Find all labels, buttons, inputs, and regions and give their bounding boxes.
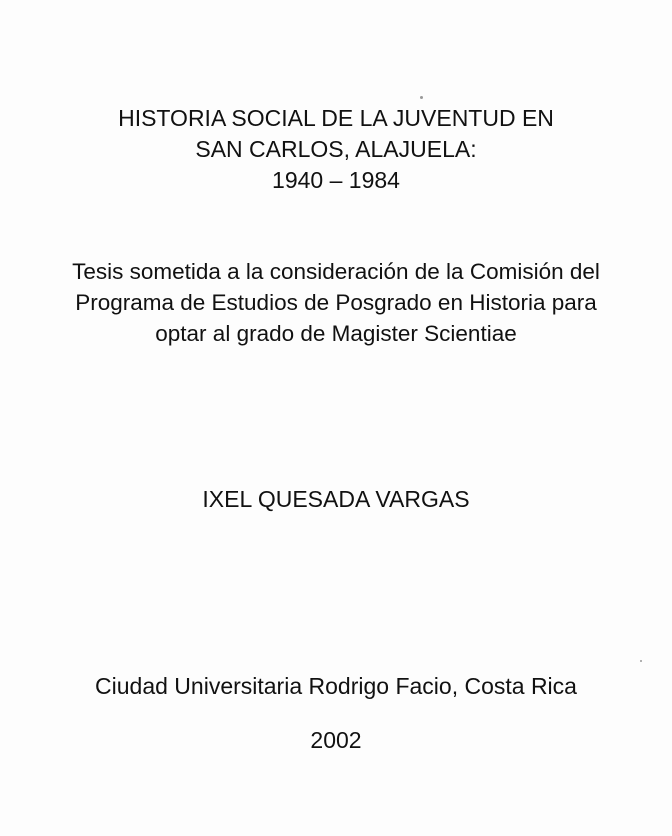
thesis-title bbox=[0, 103, 672, 196]
title-line-1: HISTORIA SOCIAL DE LA JUVENTUD EN bbox=[118, 105, 554, 131]
scan-speck bbox=[420, 96, 423, 99]
place-block bbox=[0, 671, 672, 702]
author-name: IXEL QUESADA VARGAS bbox=[202, 486, 470, 512]
thesis-description bbox=[0, 256, 672, 349]
year-block bbox=[0, 725, 672, 756]
place-name: Ciudad Universitaria Rodrigo Facio, Costa Rica bbox=[95, 673, 577, 699]
author-block bbox=[0, 484, 672, 515]
title-line-2: SAN CARLOS, ALAJUELA: bbox=[195, 136, 477, 162]
scan-speck bbox=[640, 660, 642, 662]
year: 2002 bbox=[310, 727, 362, 753]
description-line-1: Tesis sometida a la consideración de la Comisión del bbox=[72, 259, 600, 284]
description-line-2: Programa de Estudios de Posgrado en Historia para bbox=[75, 290, 597, 315]
description-line-3: optar al grado de Magister Scientiae bbox=[155, 321, 517, 346]
title-line-3: 1940 – 1984 bbox=[272, 167, 400, 193]
